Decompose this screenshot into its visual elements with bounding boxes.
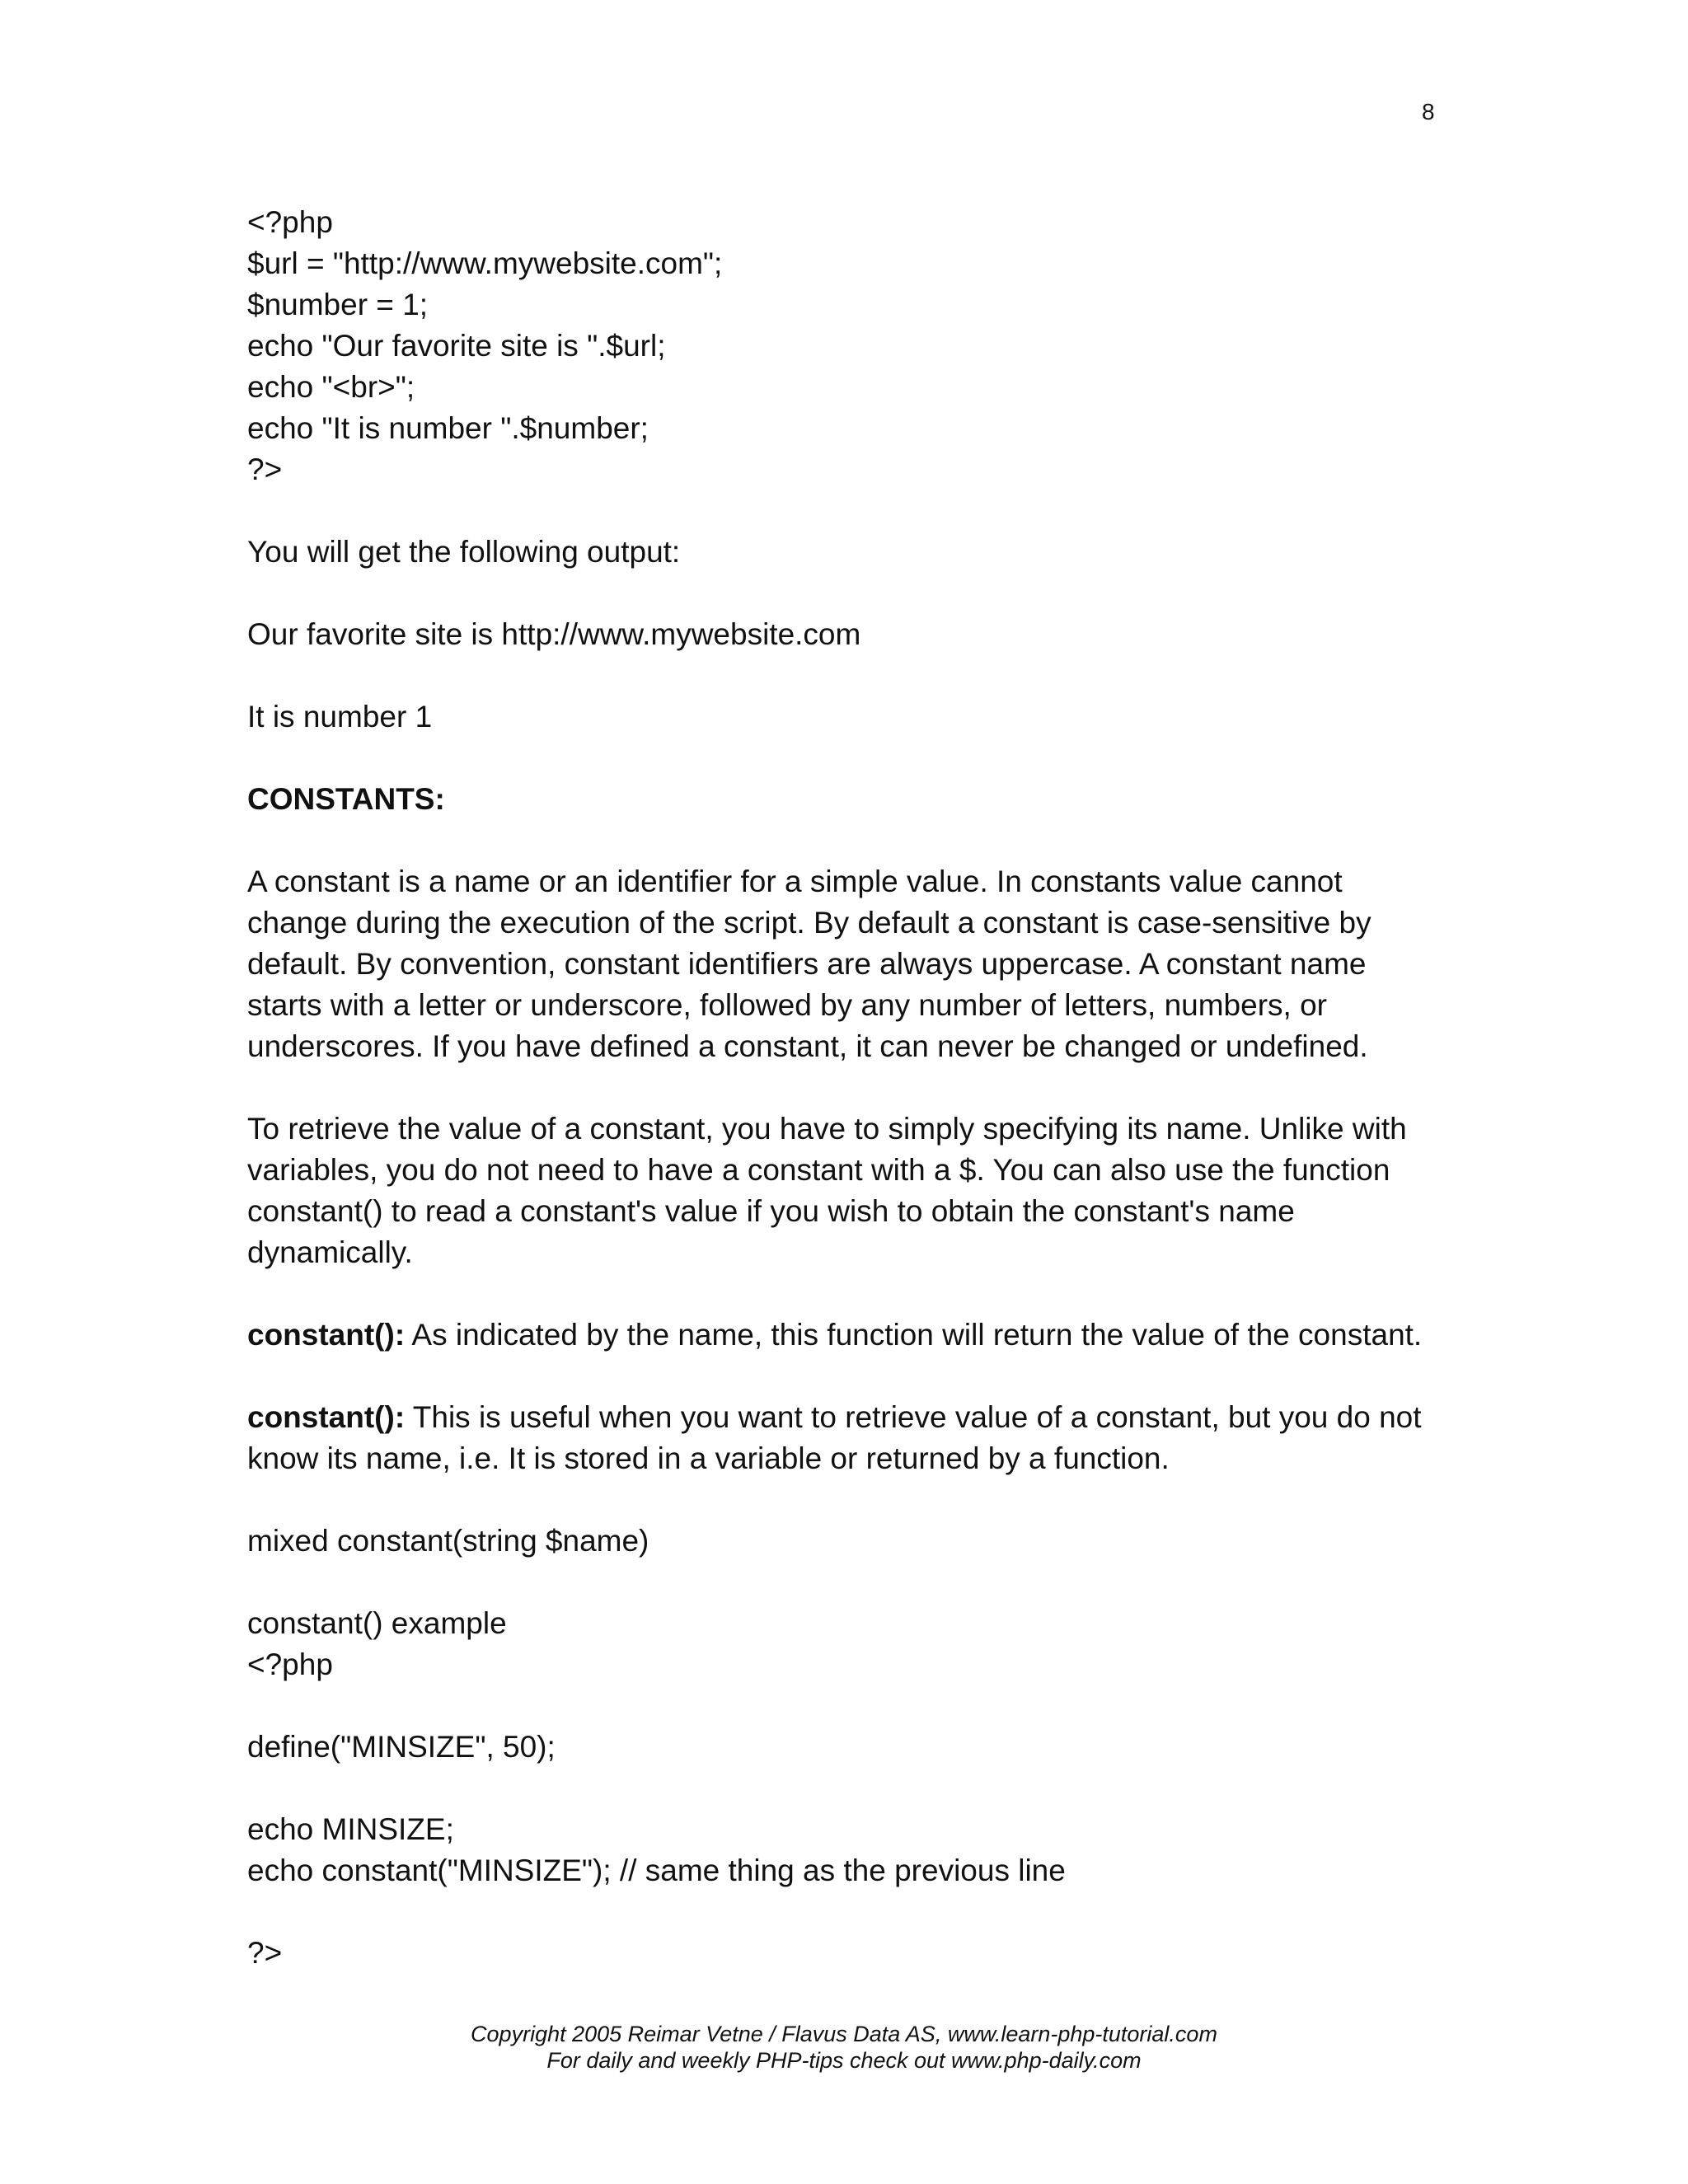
paragraph-line: starts with a letter or underscore, followed by any number of letters, numbers, or: [247, 988, 1327, 1022]
footer-copyright: Copyright 2005 Reimar Vetne / Flavus Data AS, www.learn-php-tutorial.com: [471, 2022, 1217, 2046]
page-number: 8: [1422, 99, 1435, 124]
code-line: ?>: [247, 1936, 283, 1970]
paragraph-constants-definition: [247, 861, 1451, 1067]
paragraph-line: default. By convention, constant identifiers are always uppercase. A constant name: [247, 947, 1367, 981]
function-signature: mixed constant(string $name): [247, 1524, 649, 1558]
code-line: $url = "http://www.mywebsite.com";: [247, 246, 723, 280]
output-line: It is number 1: [247, 700, 433, 733]
section-heading: CONSTANTS:: [247, 782, 445, 816]
code-line: echo constant("MINSIZE"); // same thing as the previous line: [247, 1854, 1066, 1887]
code-line: echo "It is number ".$number;: [247, 411, 649, 445]
code-block-example: [247, 1603, 1451, 1974]
code-line: <?php: [247, 1647, 333, 1681]
code-line: define("MINSIZE", 50);: [247, 1730, 556, 1764]
code-line: $number = 1;: [247, 288, 429, 321]
code-line: echo "<br>";: [247, 370, 415, 404]
paragraph-line: [247, 1397, 1451, 1438]
definition-text: As indicated by the name, this function will return the value of the constant.: [405, 1318, 1423, 1352]
paragraph-line: underscores. If you have defined a constant, it can never be changed or undefined.: [247, 1029, 1368, 1063]
footer-tips: For daily and weekly PHP-tips check out www.php-daily.com: [546, 2048, 1142, 2073]
paragraph-line: constant() to read a constant's value if you wish to obtain the constant's name: [247, 1194, 1295, 1228]
paragraph-line: variables, you do not need to have a constant with a $. You can also use the function: [247, 1153, 1390, 1187]
definition-constant-function: [247, 1315, 1451, 1356]
paragraph-line: change during the execution of the script. By default a constant is case-sensitive by: [247, 906, 1372, 940]
code-line: echo MINSIZE;: [247, 1812, 454, 1846]
definition-constant-usage: [247, 1397, 1451, 1479]
definition-term: constant():: [247, 1318, 406, 1352]
output-line: Our favorite site is http://www.mywebsite.com: [247, 617, 861, 651]
code-line: ?>: [247, 452, 283, 486]
output-intro: You will get the following output:: [247, 535, 681, 569]
paragraph-line: To retrieve the value of a constant, you have to simply specifying its name. Unlike with: [247, 1112, 1407, 1146]
paragraph-line: A constant is a name or an identifier for a simple value. In constants value cannot: [247, 865, 1343, 898]
page-footer: [0, 2021, 1688, 2074]
paragraph-retrieve-constant: [247, 1108, 1451, 1273]
code-line: <?php: [247, 205, 333, 239]
code-line: echo "Our favorite site is ".$url;: [247, 329, 666, 363]
definition-text: This is useful when you want to retrieve value of a constant, but you do not: [405, 1400, 1422, 1434]
paragraph-line: know its name, i.e. It is stored in a variable or returned by a function.: [247, 1441, 1170, 1475]
code-block-variables: [247, 202, 1451, 490]
definition-term: constant():: [247, 1400, 406, 1434]
paragraph-line: dynamically.: [247, 1235, 413, 1269]
example-title: constant() example: [247, 1606, 507, 1640]
document-body: [247, 202, 1451, 1974]
